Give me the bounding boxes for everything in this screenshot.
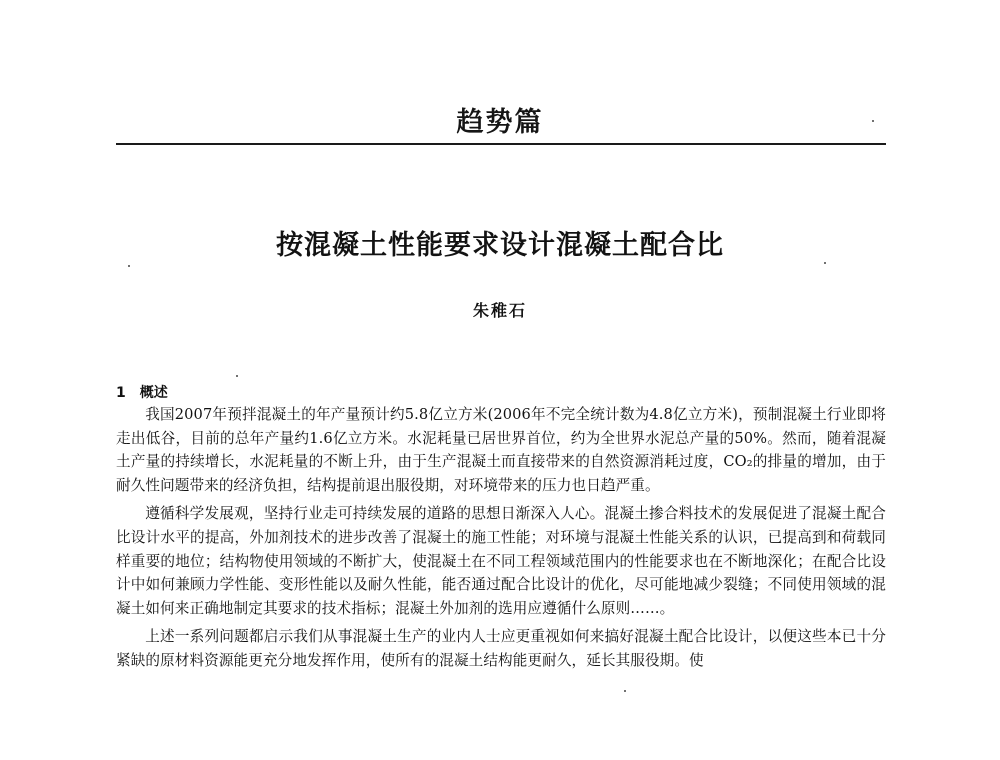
section-body <box>116 403 886 678</box>
header-rule <box>116 143 886 145</box>
section-title: 趋势篇 <box>456 107 544 138</box>
section-number: 1 <box>116 385 126 401</box>
paragraph-3: 上述一系列问题都启示我们从事混凝土生产的业内人士应更重视如何来搞好混凝土配合比设计，以便这些本已十分紧缺的原材料资源能更充分地发挥作用，使所有的混凝土结构能更耐久，延长其服役期。使 <box>116 628 886 669</box>
article-author: 朱稚石 <box>472 301 527 320</box>
scan-speck <box>872 120 874 122</box>
scan-speck <box>128 265 130 267</box>
paragraph-2: 遵循科学发展观，坚持行业走可持续发展的道路的思想日渐深入人心。混凝土掺合料技术的发展促进了混凝土配合比设计水平的提高，外加剂技术的进步改善了混凝土的施工性能；对环境与混凝土性能关系的认识，已提高到和荷载同样重要的地位；结构物使用领域的不断扩大，使混凝土在不同工程领域范围内的性能要求也在不断地深化；在配合比设计中如何兼顾力学性能、变形性能以及耐久性能，能否通过配合比设计的优化，尽可能地减少裂缝；不同使用领域的混凝土如何来正确地制定其要求的技术指标；混凝土外加剂的选用应遵循什么原则……。 <box>116 505 886 617</box>
section-heading <box>116 382 168 402</box>
paragraph-1: 我国2007年预拌混凝土的年产量预计约5.8亿立方米(2006年不完全统计数为4.8亿立方米)，预制混凝土行业即将走出低谷，目前的总年产量约1.6亿立方米。水泥耗量已居世界首位，约为全世界水泥总产量的50%。然而，随着混凝土产量的持续增长，水泥耗量的不断上升，由于生产混凝土而直接带来的自然资源消耗过度，CO₂的排量的增加，由于耐久性问题带来的经济负担，结构提前退出服役期，对环境带来的压力也日趋严重。 <box>116 406 886 494</box>
scan-speck <box>236 375 238 377</box>
scan-speck <box>624 690 626 692</box>
section-heading-title: 概述 <box>139 385 168 401</box>
article-title: 按混凝土性能要求设计混凝土配合比 <box>276 230 724 261</box>
scan-speck <box>824 262 826 264</box>
